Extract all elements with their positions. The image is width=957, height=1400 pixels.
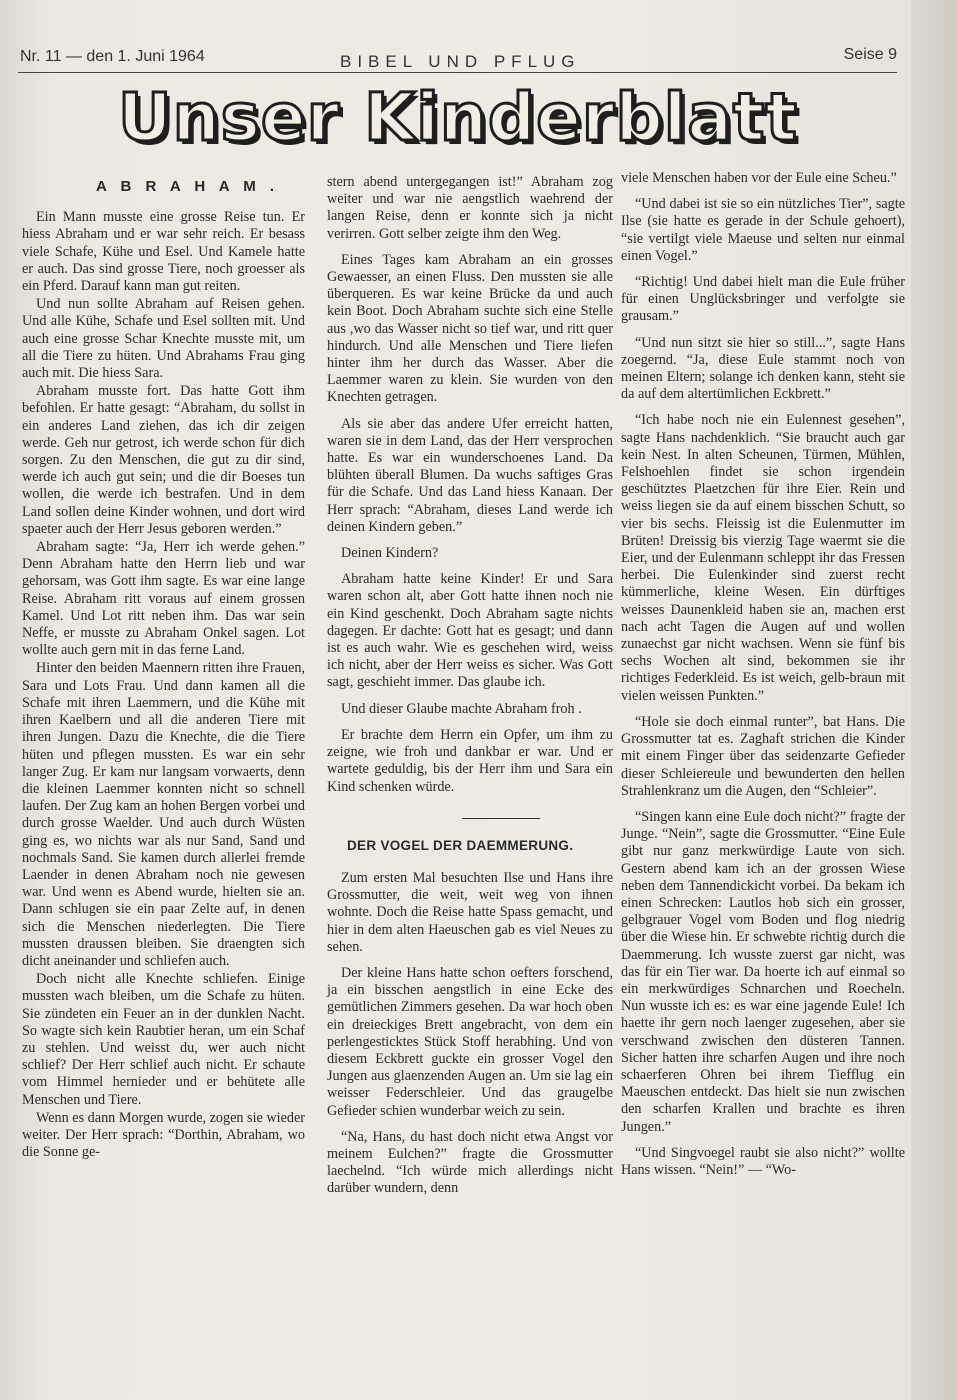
issue-info: Nr. 11 — den 1. Juni 1964: [20, 48, 205, 65]
paragraph: Der kleine Hans hatte schon oefters forschend, ja ein bisschen aengstlich in eine Ecke des gemütlichen Zimmers gesehen. Da war hoch oben ein dreieckiges Brett angebracht, von dem ein perlengesticktes Stück Stoff herabhing. Und von diesem Eckbrett guckte ein grosser Vogel den Jungen aus glaenzenden Augen an. Um sie lag ein weisser Federschleier. Und das graugelbe Gefieder schien wunderbar weich zu sein.: [327, 964, 613, 1119]
page-header: [20, 42, 897, 76]
paragraph: Ein Mann musste eine grosse Reise tun. Er hiess Abraham und er war sehr reich. Er besass viele Schafe, Kühe und Esel. Und Kamele hatte er auch. Das sind grosse Tiere, noch groesser als ein Pferd. Darauf kann man gut reiten.: [22, 209, 305, 295]
paragraph: “Und dabei ist sie so ein nützliches Tier”, sagte Ilse (sie hatte es gerade in der Schule gehoert), “sie vertilgt viele Maeuse und selten nur einmal einen Vogel.”: [621, 196, 905, 264]
paragraph: “Und nun sitzt sie hier so still...”, sagte Hans zoegernd. “Ja, diese Eule stammt noch von meinen Eltern; solange ich denken kann, steht sie da auf dem altertümlichen Eckbrett.”: [621, 334, 905, 403]
paragraph: Deinen Kindern?: [341, 545, 439, 562]
paragraph: “Singen kann eine Eule doch nicht?” fragte der Junge. “Nein”, sagte die Grossmutter. “Eine Eule gibt nur ganz merkwürdige Laute von sich. Gestern abend kam ich an der grossen Wiese neben dem Tannendickicht vorbei. Da bekam ich einen Schrecken: Lautlos hob sich ein grosser, gelbgrauer Vogel vom Boden und flog niedrig über die Wiese hin. Er schwebte richtig durch die Daemmerung. Ich wusste zuerst gar nicht, was das für ein Tier war. Da hoerte ich auf einmal so ein merkwürdiges Schnarchen und Roecheln. Nun wusste ich es: es war eine jagende Eule! Ich haette ihr gern noch laenger zugesehen, aber sie verschwand zwischen den düsteren Tannen. Sicher hatten ihre scharfen Augen und ihre noch schaerferen Ohren bei ihrem Tiefflug ein Maeuschen entdeckt. Das hielt sie nun zwischen den scharfen Krallen und brachte es ihren Jungen.”: [621, 808, 905, 1135]
paragraph: Eines Tages kam Abraham an ein grosses Gewaesser, an einen Fluss. Den mussten sie alle überqueren. Es war keine Brücke da und auch kein Boot. Doch Abraham suchte sich eine Stelle aus ,wo das Wasser nicht so tief war, und ritt quer hindurch. Und alle Menschen und Tiere liefen hinter ihm her durch das Wasser. Aber die Laemmer waren zu klein. Sie wurden von den Knechten getragen.: [327, 251, 613, 406]
masthead-title: Unser Kinderblatt: [118, 79, 798, 156]
page-number: Seise 9: [843, 46, 897, 63]
column-1: [22, 170, 305, 1162]
section-divider: [462, 818, 540, 819]
column-3: [621, 170, 905, 1188]
article-title-abraham: A B R A H A M .: [96, 178, 280, 195]
paragraph: “Na, Hans, du hast doch nicht etwa Angst vor meinem Eulchen?” fragte die Grossmutter laechelnd. “Ich würde mich allerdings nicht darüber wundern, denn: [327, 1128, 613, 1197]
paragraph: Und dieser Glaube machte Abraham froh .: [341, 700, 582, 717]
paragraph: Als sie aber das andere Ufer erreicht hatten, waren sie in dem Land, das der Herr versprochen hatte. Es war ein wunderschoenes Land. Da blühten überall Blumen. Da wuchs saftiges Gras für die Schafe. Und das Land hiess Kanaan. Der Herr sprach: “Abraham, dieses Land werde ich deinen Kindern geben.”: [327, 415, 613, 535]
paragraph: “Ich habe noch nie ein Eulennest gesehen”, sagte Hans nachdenklich. “Sie braucht auch gar kein Nest. In alten Scheunen, Türmen, Mühlen, Felshoehlen findet sie schon irgendein geschütztes Plaetzchen für ihre Eier. Rein und weiss liegen sie da auf einem bisschen Schutt, so vier bis sechs. Fleissig ist die Eulenmutter im Brüten! Dreissig bis vierzig Tage waermt sie die Eier, und der Eulenmann schleppt ihr das Fressen herbei. Die Eulenkinder sind zuerst recht kümmerliche, kleine Wesen. Ein dürftiges weisses Daunenkleid haben sie an, machen erst nach acht Tagen die Augen auf und wollen zunaechst gar nicht wachsen. Wenn sie fünf bis sechs Wochen alt sind, bekommen sie ihr richtiges Federkleid. Es ist weich, gelb-braun mit vielen weissen Punkten.”: [621, 412, 905, 704]
paragraph: Abraham sagte: “Ja, Herr ich werde gehen.” Denn Abraham hatte den Herrn lieb und war gehorsam, was Gott ihm sagte. Es war eine lange Reise. Abraham ritt voraus auf einem grossen Kamel. Und Lot ritt neben ihm. Das war sein Neffe, er musste zu Abraham Onkel sagen. Lot wollte auch gern mit in das ferne Land.: [22, 539, 305, 659]
paragraph: “Richtig! Und dabei hielt man die Eule früher für einen Unglücksbringer und verfolgte sie grausam.”: [621, 274, 905, 325]
paragraph: viele Menschen haben vor der Eule eine Scheu.”: [621, 170, 897, 186]
paragraph: Abraham hatte keine Kinder! Er und Sara waren schon alt, aber Gott hatte ihnen noch nie ein Kind geschenkt. Doch Abraham sagte nichts dagegen. Er dachte: Gott hat es gesagt; und dann ist es auch wahr. Wie es geschehen wird, weiss ich nicht, aber der Herr weiss es sicher. Was Gott sagt, geschieht immer. Das glaube ich.: [327, 571, 613, 691]
paragraph: “Hole sie doch einmal runter”, bat Hans. Die Grossmutter tat es. Zaghaft strichen die Kinder mit einem Finger über das seidenzarte Gefieder dieser Schleiereule und bewunderten den hellen Strahlenkranz um die Augen, den “Schleier”.: [621, 713, 905, 799]
article-title-vogel: DER VOGEL DER DAEMMERUNG.: [347, 837, 574, 853]
paragraph: Und nun sollte Abraham auf Reisen gehen. Und alle Kühe, Schafe und Esel sollten mit. Und auch eine grosse Schar Knechte musste mit, um all die Tiere zu hüten. Und Abrahams Frau ging auch mit. Die hiess Sara.: [22, 296, 305, 382]
page-spine-shadow: [911, 0, 957, 1400]
paragraph: Wenn es dann Morgen wurde, zogen sie wieder weiter. Der Herr sprach: “Dorthin, Abraham, wo die Sonne ge-: [22, 1109, 305, 1161]
paragraph: stern abend untergegangen ist!” Abraham zog weiter und war nie aengstlich waehrend der langen Reise, denn er konnte sich ja nicht verirren. Gott selber zeigte ihm den Weg.: [327, 174, 613, 242]
paragraph: Abraham musste fort. Das hatte Gott ihm befohlen. Er hatte gesagt: “Abraham, du sollst in ein anderes Land ziehen, das ich dir zeigen werde. Geh nur getrost, ich werde schon für dich sorgen. Zu den Menschen, die gut zu dir sind, werde ich auch gut sein; und die dir Boeses tun wollen, die werde ich bestrafen. Und in dem Land sollen deine Kinder wohnen, und dort wird spaeter auch der Herr Jesus geboren werden.”: [22, 383, 305, 537]
header-divider: [18, 72, 897, 73]
paragraph: Hinter den beiden Maennern ritten ihre Frauen, Sara und Lots Frau. Und dann kamen all die Schafe mit ihren Laemmern, und die Kühe mit ihren Kaelbern und all die anderen Tiere mit ihren Jungen. Dazu die Knechte, die die Tiere hüten und pflegen mussten. Es war ein sehr langer Zug. Er kam nur langsam vorwaerts, denn die kleinen Laemmer konnten nicht so schnell laufen. Der Zug kam an hohen Bergen vorbei und durch grosse Waelder. Und auch durch Wüsten ging es, wo nichts war als nur Sand, Sand und nochmals Sand. Sie kamen durch allerlei fremde Laender in denen Abraham noch nie gewesen war. Und wenn es Abend wurde, hielten sie an. Dann schlugen sie ein paar Zelte auf, in denen sich die Menschen niederlegten. Die Tiere mussten draussen bleiben. Sie draengten sich dicht aneinander und schliefen auch.: [22, 660, 305, 969]
paragraph: Zum ersten Mal besuchten Ilse und Hans ihre Grossmutter, die weit, weit weg von ihnen wohnte. Doch die Reise hatte Spass gemacht, und hier in dem alten Haeuschen gab es viel Neues zu sehen.: [327, 869, 613, 955]
column-2: [327, 174, 613, 1207]
paragraph: “Und Singvoegel raubt sie also nicht?” wollte Hans wissen. “Nein!” — “Wo-: [621, 1144, 905, 1178]
paragraph: Doch nicht alle Knechte schliefen. Einige mussten wach bleiben, um die Schafe zu hüten. Sie zündeten ein Feuer an in der dunklen Nacht. So wagte sich kein Raubtier heran, um ein Schaf zu stehlen. Und weisst du, wer auch nicht schlief? Der Herr schlief auch nicht. Er schaute vom Himmel hernieder und er behütete alle Menschen und Tiere.: [22, 971, 305, 1108]
publication-name: BIBEL UND PFLUG: [340, 52, 581, 71]
paragraph: Er brachte dem Herrn ein Opfer, um ihm zu zeigne, wie froh und dankbar er war. Und er wartete geduldig, bis der Herr ihm und Sara ein Kind schenken würde.: [327, 726, 613, 795]
